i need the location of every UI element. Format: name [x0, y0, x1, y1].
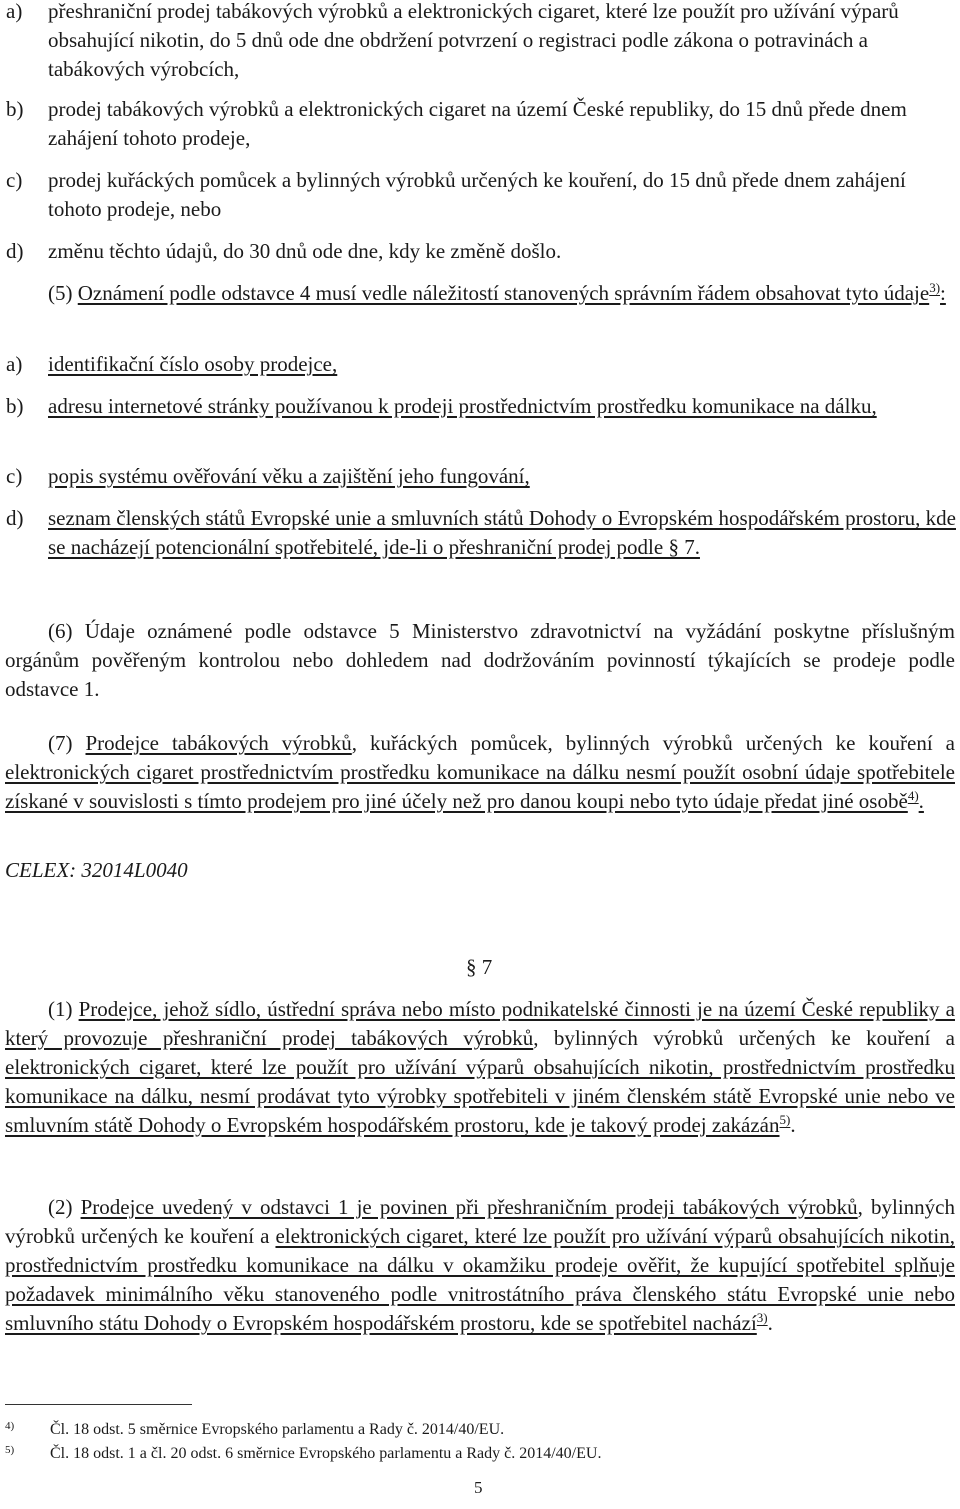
list-label: a)	[6, 352, 23, 376]
plain-text: , kuřáckých pomůcek, bylinných výrobků určených ke kouření a	[351, 731, 955, 755]
underlined-text: Prodejce tabákových výrobků	[85, 731, 352, 755]
footnote-ref: 3)	[929, 280, 941, 295]
list-label: b)	[6, 394, 24, 418]
underlined-text: elektronických cigaret, které lze použít pro užívání výparů obsahujících nikotin, prostřednictvím prostředku komunikace na dálku, nesmí prodávat tyto výrobky spotřebiteli v jiném členském státě Evropské unie nebo ve smluvním státě Dohody o Evropském hospodářském prostoru, kde je takový prodej zakázán	[5, 1055, 955, 1137]
list-text: prodej kuřáckých pomůcek a bylinných výrobků určených ke kouření, do 15 dnů přede dnem zahájení tohoto prodeje, nebo	[48, 168, 906, 221]
list-item	[6, 166, 956, 224]
list-text: změnu těchto údajů, do 30 dnů ode dne, kdy ke změně došlo.	[48, 239, 562, 263]
section-7-paragraph-1	[5, 995, 955, 1140]
list-label: c)	[6, 464, 23, 488]
footnote-ref: 5)	[779, 1112, 791, 1127]
list-label: d)	[6, 239, 24, 263]
paragraph-tail: .	[767, 1311, 773, 1335]
list-text: adresu internetové stránky používanou k prodeji prostřednictvím prostředku komunikace na dálku,	[48, 394, 877, 418]
underlined-text: Prodejce, jehož sídlo, ústřední správa nebo místo podnikatelské činnosti je na území České republiky a který provozuje přeshraniční prodej tabákových výrobků	[5, 997, 955, 1050]
underlined-text: elektronických cigaret, které lze použít pro užívání výparů obsahujících nikotin, prostřednictvím prostředku komunikace na dálku v okamžiku prodeje ověřit, že kupující spotřebitel splňuje požadavek minimálního věku stanoveného podle vnitrostátního práva členského státu Evropské unie nebo smluvního státu Dohody o Evropském hospodářském prostoru, kde se spotřebitel nachází	[5, 1224, 955, 1335]
paragraph-text: Oznámení podle odstavce 4 musí vedle náležitostí stanovených správním řádem obsahovat tyto údaje	[77, 281, 930, 305]
footnote	[5, 1420, 504, 1440]
section-heading: § 7	[466, 955, 493, 979]
list-item	[6, 95, 956, 153]
footnote	[5, 1444, 601, 1464]
list-label: c)	[6, 168, 23, 192]
list-item	[6, 504, 956, 562]
underlined-text: elektronických cigaret prostřednictvím prostředku komunikace na dálku nesmí použít osobní údaje spotřebitele získané v souvislosti s tímto prodejem pro jiné účely než pro danou koupi nebo tyto údaje předat jiné osobě	[5, 760, 955, 813]
paragraph-number: (5)	[48, 281, 78, 305]
paragraph-6: (6) Údaje oznámené podle odstavce 5 Ministerstvo zdravotnictví na vyžádání poskytne příslušným orgánům pověřeným kontrolou nebo dohledem nad dodržováním povinností týkajících se prodeje podle odstavce 1.	[5, 619, 955, 701]
paragraph-5	[5, 279, 955, 308]
list-item	[6, 237, 956, 266]
footnote-ref: 4)	[907, 788, 919, 803]
plain-text: , bylinných výrobků určených ke kouření a	[533, 1026, 955, 1050]
list-text: identifikační číslo osoby prodejce,	[48, 352, 338, 376]
list-label: d)	[6, 506, 24, 530]
paragraph-tail: .	[790, 1113, 796, 1137]
list-text: popis systému ověřování věku a zajištění jeho fungování,	[48, 464, 530, 488]
list-item	[6, 350, 956, 379]
paragraph-number: (2)	[48, 1195, 81, 1219]
plain-text: , bylinných výrobků určených ke kouření a	[5, 1195, 955, 1248]
paragraph-tail: :	[940, 281, 946, 305]
list-item	[6, 0, 956, 84]
list-text: přeshraniční prodej tabákových výrobků a elektronických cigaret, které lze použít pro užívání výparů obsahující nikotin, do 5 dnů ode dne obdržení potvrzení o registraci podle zákona o potravinách a tabákových výrobcích,	[48, 0, 899, 81]
list-text: seznam členských států Evropské unie a smluvních států Dohody o Evropském hospodářském prostoru, kde se nacházejí potencionální spotřebitelé, jde-li o přeshraniční prodej podle § 7.	[48, 506, 956, 559]
paragraph-number: (7)	[48, 731, 86, 755]
list-item	[6, 392, 956, 421]
footnote-ref: 3)	[756, 1310, 768, 1325]
footnote-text: Čl. 18 odst. 1 a čl. 20 odst. 6 směrnice Evropského parlamentu a Rady č. 2014/40/EU.	[50, 1445, 602, 1462]
footnote-text: Čl. 18 odst. 5 směrnice Evropského parlamentu a Rady č. 2014/40/EU.	[50, 1421, 505, 1438]
paragraph-tail: .	[918, 789, 924, 813]
list-label: a)	[6, 0, 23, 23]
footnote-mark: 4)	[5, 1420, 15, 1432]
paragraph-number: (1)	[48, 997, 79, 1021]
paragraph-7	[5, 729, 955, 816]
page-number: 5	[474, 1478, 483, 1497]
underlined-text: Prodejce uvedený v odstavci 1 je povinen při přeshraničním prodeji tabákových výrobků	[80, 1195, 858, 1219]
footnote-mark: 5)	[5, 1444, 15, 1456]
list-item	[6, 462, 956, 491]
list-label: b)	[6, 97, 24, 121]
footnote-divider	[5, 1404, 192, 1405]
section-7-paragraph-2	[5, 1193, 955, 1338]
list-text: prodej tabákových výrobků a elektronických cigaret na území České republiky, do 15 dnů přede dnem zahájení tohoto prodeje,	[48, 97, 907, 150]
celex-reference: CELEX: 32014L0040	[5, 858, 188, 882]
